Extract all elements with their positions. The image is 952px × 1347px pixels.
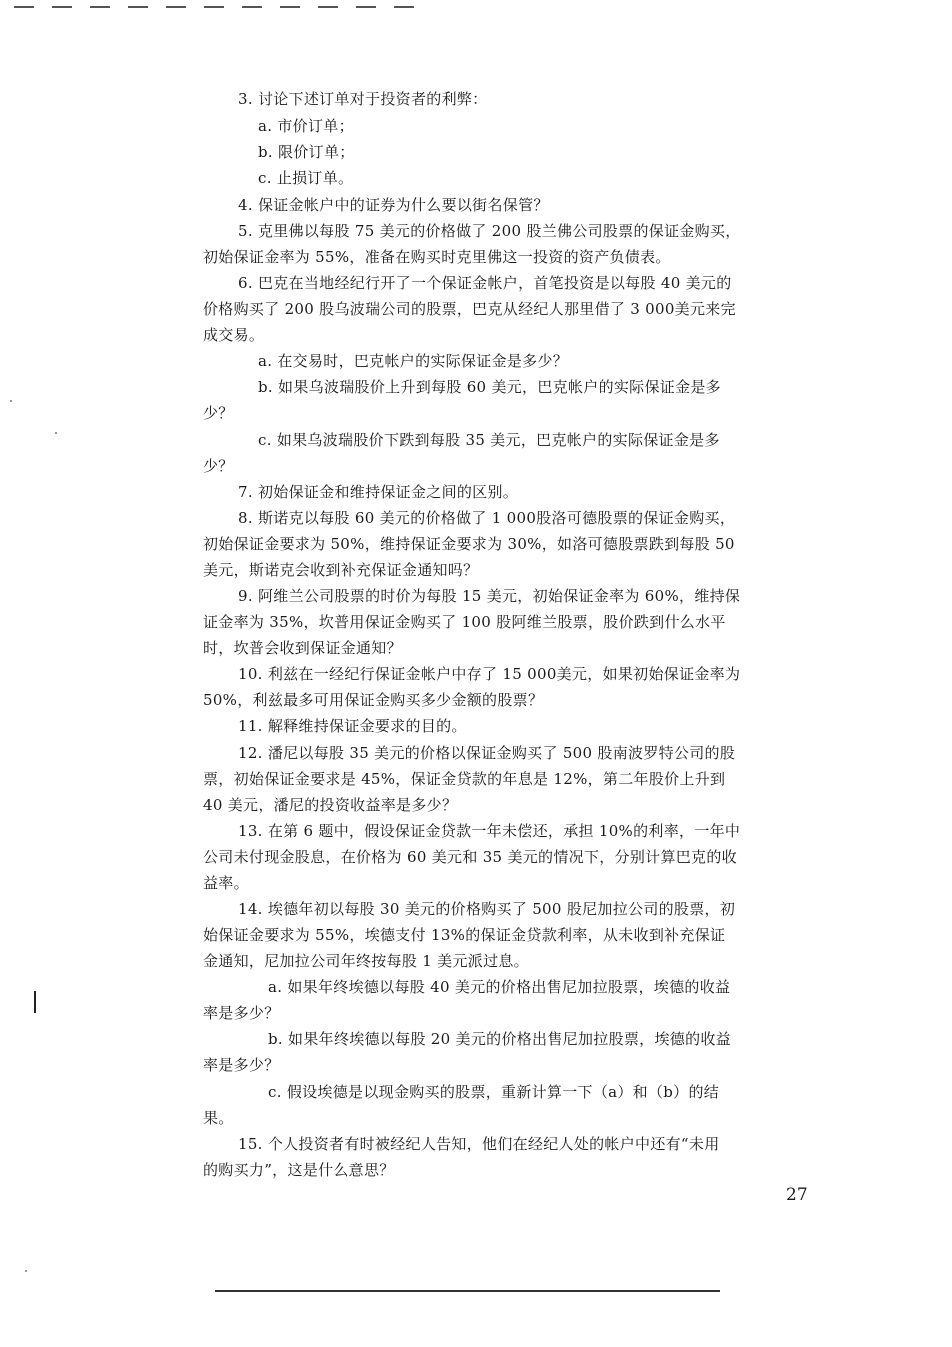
page-number: 27 [786, 1185, 808, 1205]
dash-mark [394, 6, 414, 8]
question-14-line-2: 始保证金要求为 55%，埃德支付 13%的保证金贷款利率，从未收到补充保证 [203, 926, 726, 944]
question-6-line-2: 价格购买了 200 股乌波瑞公司的股票，巴克从经纪人那里借了 3 000美元来完 [203, 300, 736, 318]
bottom-rule [215, 1290, 720, 1292]
question-3a-line: a. 市价订单； [258, 117, 354, 135]
dash-mark [90, 6, 110, 8]
question-12-line-1: 12. 潘尼以每股 35 美元的价格以保证金购买了 500 股南波罗特公司的股 [238, 744, 736, 762]
question-5-line-1: 5. 克里佛以每股 75 美元的价格做了 200 股兰佛公司股票的保证金购买， [238, 222, 741, 240]
question-6c-line-2: 少？ [203, 457, 234, 475]
question-15-line-2: 的购买力”，这是什么意思？ [203, 1161, 395, 1179]
question-6-line-3: 成交易。 [203, 326, 265, 344]
question-10-line-1: 10. 利兹在一经纪行保证金帐户中存了 15 000美元，如果初始保证金率为 [238, 665, 741, 683]
question-14-line-1: 14. 埃德年初以每股 30 美元的价格购买了 500 股尼加拉公司的股票，初 [238, 900, 736, 918]
question-14-line-3: 金通知，尼加拉公司年终按每股 1 美元派过息。 [203, 952, 529, 970]
question-14a-line-2: 率是多少？ [203, 1004, 280, 1022]
question-4-line: 4. 保证金帐户中的证券为什么要以街名保管？ [238, 196, 549, 214]
question-14a-line-1: a. 如果年终埃德以每股 40 美元的价格出售尼加拉股票，埃德的收益 [268, 978, 731, 996]
dash-mark [204, 6, 224, 8]
dash-mark [166, 6, 186, 8]
question-3c-line: c. 止损订单。 [258, 169, 354, 187]
question-9-line-1: 9. 阿维兰公司股票的时价为每股 15 美元，初始保证金率为 60%，维持保 [238, 587, 741, 605]
question-10-line-2: 50%，利兹最多可用保证金购买多少金额的股票？ [203, 691, 544, 709]
scan-speck [10, 400, 12, 402]
question-6b-line-2: 少？ [203, 404, 234, 422]
question-14c-line-2: 果。 [203, 1109, 234, 1127]
dash-mark [356, 6, 376, 8]
question-9-line-3: 时，坎普会收到保证金通知？ [203, 639, 402, 657]
dash-mark [280, 6, 300, 8]
question-6a-line: a. 在交易时，巴克帐户的实际保证金是多少？ [258, 352, 569, 370]
dash-mark [318, 6, 338, 8]
question-13-line-3: 益率。 [203, 874, 249, 892]
question-9-line-2: 证金率为 35%，坎普用保证金购买了 100 股阿维兰股票，股价跌到什么水平 [203, 613, 726, 631]
dash-mark [242, 6, 262, 8]
question-15-line-1: 15. 个人投资者有时被经纪人告知，他们在经纪人处的帐户中还有“未用 [238, 1135, 720, 1153]
question-8-line-1: 8. 斯诺克以每股 60 美元的价格做了 1 000股洛可德股票的保证金购买， [238, 509, 736, 527]
scan-speck [25, 1270, 27, 1272]
question-11-line: 11. 解释维持保证金要求的目的。 [238, 717, 467, 735]
dash-mark [14, 6, 34, 8]
question-13-line-1: 13. 在第 6 题中，假设保证金贷款一年未偿还，承担 10%的利率，一年中 [238, 822, 741, 840]
question-13-line-2: 公司未付现金股息，在价格为 60 美元和 35 美元的情况下，分别计算巴克的收 [203, 848, 737, 866]
margin-mark [34, 991, 36, 1013]
question-14b-line-2: 率是多少？ [203, 1056, 280, 1074]
dash-mark [52, 6, 72, 8]
question-3b-line: b. 限价订单； [258, 143, 355, 161]
question-6c-line-1: c. 如果乌波瑞股价下跌到每股 35 美元，巴克帐户的实际保证金是多 [258, 431, 720, 449]
dash-mark [128, 6, 148, 8]
question-14b-line-1: b. 如果年终埃德以每股 20 美元的价格出售尼加拉股票，埃德的收益 [268, 1030, 731, 1048]
question-6b-line-1: b. 如果乌波瑞股价上升到每股 60 美元，巴克帐户的实际保证金是多 [258, 378, 721, 396]
question-12-line-3: 40 美元，潘尼的投资收益率是多少？ [203, 796, 458, 814]
question-7-line: 7. 初始保证金和维持保证金之间的区别。 [238, 483, 519, 501]
question-12-line-2: 票，初始保证金要求是 45%，保证金贷款的年息是 12%，第二年股价上升到 [203, 770, 726, 788]
scan-speck [55, 432, 57, 434]
question-5-line-2: 初始保证金率为 55%，准备在购买时克里佛这一投资的资产负债表。 [203, 248, 671, 266]
question-8-line-3: 美元，斯诺克会收到补充保证金通知吗？ [203, 561, 479, 579]
top-dashed-line [14, 6, 414, 8]
question-3-line: 3. 讨论下述订单对于投资者的利弊： [238, 90, 488, 108]
question-8-line-2: 初始保证金要求为 50%，维持保证金要求为 30%，如洛可德股票跌到每股 50 [203, 535, 735, 553]
question-14c-line-1: c. 假设埃德是以现金购买的股票，重新计算一下（a）和（b）的结 [268, 1083, 720, 1101]
question-6-line-1: 6. 巴克在当地经纪行开了一个保证金帐户，首笔投资是以每股 40 美元的 [238, 274, 732, 292]
